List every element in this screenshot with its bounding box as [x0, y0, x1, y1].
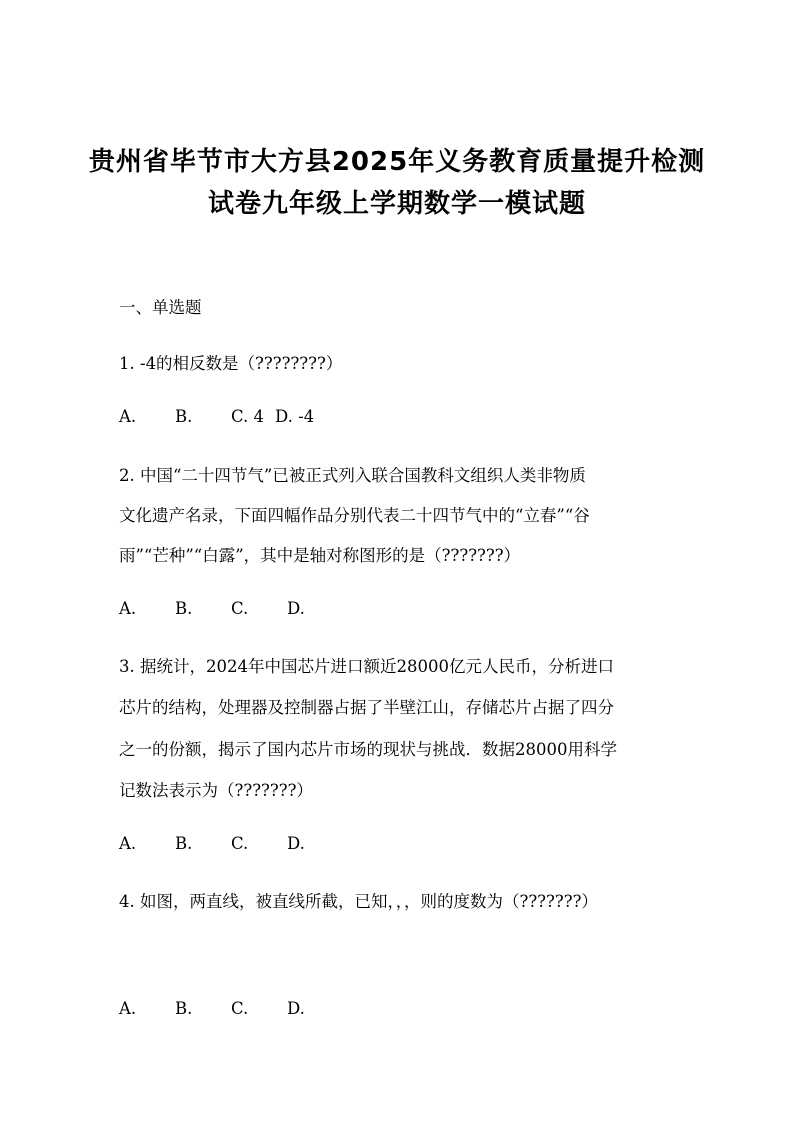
- question-4-option-d: D.: [287, 999, 305, 1018]
- question-3-line-4: 记数法表示为（???????）: [119, 781, 313, 800]
- question-4-text: 4. 如图，两直线，被直线所截，已知，，，则的度数为（???????）: [119, 892, 598, 911]
- question-2-line-3: 雨”“芒种”“白露”，其中是轴对称图形的是（???????）: [119, 546, 521, 565]
- question-2-line-2: 文化遗产名录，下面四幅作品分别代表二十四节气中的“立春”“谷: [119, 506, 590, 525]
- document-title-line-1: 贵州省毕节市大方县2025年义务教育质量提升检测: [88, 147, 706, 177]
- question-2-option-d: D.: [287, 599, 305, 618]
- question-1-options: [119, 407, 331, 426]
- question-4-option-b: B.: [175, 999, 193, 1018]
- question-3-option-c: C.: [231, 834, 249, 853]
- section-heading: 一、单选题: [119, 298, 202, 317]
- question-2-option-a: A.: [119, 599, 137, 618]
- question-3-option-a: A.: [119, 834, 137, 853]
- question-4-option-c: C.: [231, 999, 249, 1018]
- question-3-options: [119, 834, 343, 853]
- question-1-option-c: C. 4: [231, 407, 265, 426]
- document-title-line-2: 试卷九年级上学期数学一模试题: [207, 189, 586, 219]
- question-4-options: [119, 999, 343, 1018]
- question-1-text: 1. -4的相反数是（????????）: [119, 354, 343, 373]
- question-1-option-b: B.: [175, 407, 193, 426]
- question-2-options: [119, 599, 343, 618]
- question-4-option-a: A.: [119, 999, 137, 1018]
- question-2-option-c: C.: [231, 599, 249, 618]
- question-2-line-1: 2. 中国“二十四节气”已被正式列入联合国教科文组织人类非物质: [119, 466, 586, 485]
- question-1-option-d: D. -4: [275, 407, 315, 426]
- question-3-line-3: 之一的份额，揭示了国内芯片市场的现状与挑战．数据28000用科学: [119, 740, 617, 759]
- question-1-option-a: A.: [119, 407, 137, 426]
- question-2-option-b: B.: [175, 599, 193, 618]
- question-3-line-1: 3. 据统计，2024年中国芯片进口额近28000亿元人民币，分析进口: [119, 657, 614, 676]
- question-3-line-2: 芯片的结构，处理器及控制器占据了半壁江山，存储芯片占据了四分: [119, 698, 614, 717]
- question-3-option-d: D.: [287, 834, 305, 853]
- question-3-option-b: B.: [175, 834, 193, 853]
